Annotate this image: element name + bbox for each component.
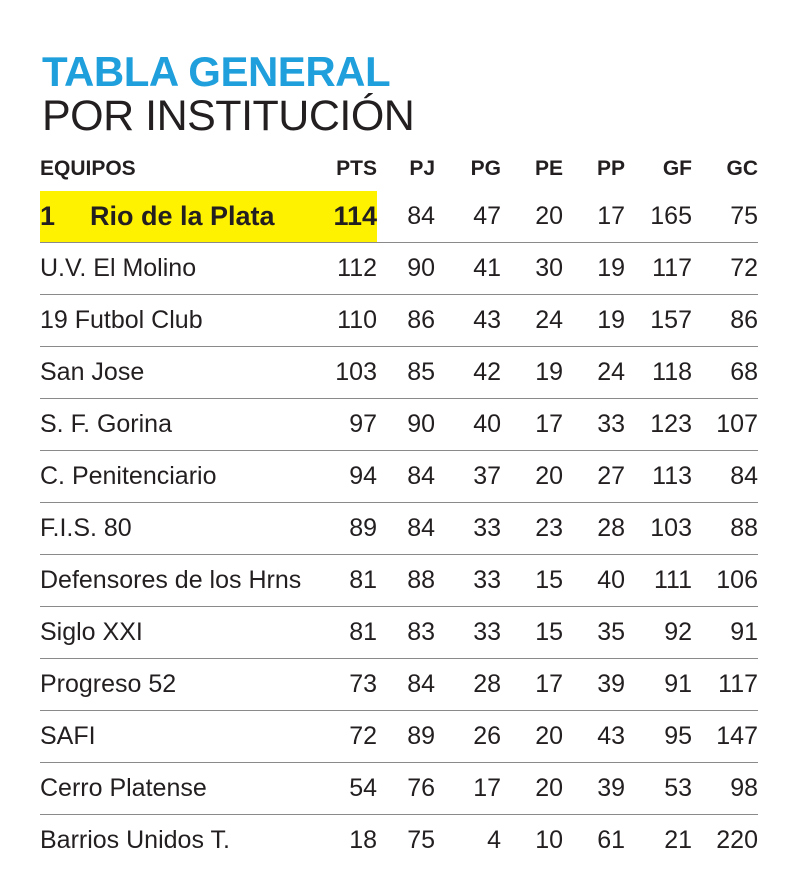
cell-pts: 81 [321,607,377,659]
cell-pg: 43 [435,295,501,347]
leader-pj: 84 [377,191,435,243]
table-row [40,815,758,867]
cell-pts: 89 [321,503,377,555]
cell-gf: 53 [625,763,692,815]
cell-pj: 75 [407,826,435,854]
cell-pp: 19 [563,243,625,295]
cell-gc: 106 [692,555,758,607]
leader-pts: 114 [321,191,377,243]
cell-gf: 103 [625,503,692,555]
cell-team: Progreso 52 [40,659,321,711]
cell-pj: 90 [377,243,435,295]
cell-gc: 86 [692,295,758,347]
header-pp: PP [596,156,625,180]
leader-gc: 75 [692,191,758,243]
cell-pg: 41 [435,243,501,295]
leader-rank: 1 [40,201,56,231]
cell-pj: 84 [377,659,435,711]
cell-pg: 33 [435,607,501,659]
cell-pp: 39 [563,763,625,815]
cell-pg: 40 [435,399,501,451]
cell-pe: 15 [501,555,563,607]
cell-pj: 76 [377,763,435,815]
cell-pe: 20 [501,763,563,815]
table-row [40,659,758,711]
cell-pp: 33 [563,399,625,451]
cell-pe: 15 [501,607,563,659]
standings-table [40,146,758,866]
cell-pg: 37 [435,451,501,503]
cell-gf: 118 [625,347,692,399]
cell-pe: 17 [501,399,563,451]
cell-gf: 123 [625,399,692,451]
table-title: TABLA GENERAL [42,48,391,95]
header-pe: PE [534,156,563,180]
cell-team: 19 Futbol Club [40,295,321,347]
cell-pts: 73 [321,659,377,711]
leader-pp: 17 [563,191,625,243]
cell-pj: 89 [377,711,435,763]
header-gf: GF [662,156,692,180]
cell-pg: 26 [435,711,501,763]
cell-team: Siglo XXI [40,607,321,659]
cell-pp: 19 [563,295,625,347]
cell-team: Barrios Unidos T. [40,826,230,854]
leader-pg: 47 [435,191,501,243]
cell-pts: 18 [349,826,377,854]
cell-pp: 28 [563,503,625,555]
cell-pg: 17 [435,763,501,815]
cell-gc: 220 [716,826,758,854]
cell-gc: 72 [692,243,758,295]
cell-gf: 111 [625,555,692,607]
cell-pj: 90 [377,399,435,451]
cell-pp: 40 [563,555,625,607]
leader-pe: 20 [501,191,563,243]
header-gc: GC [726,156,758,180]
cell-gf: 113 [625,451,692,503]
standings-body [40,191,758,866]
cell-pp: 43 [563,711,625,763]
cell-team: F.I.S. 80 [40,503,321,555]
leader-gf: 165 [625,191,692,243]
header-pg: PG [470,156,501,180]
cell-gc: 88 [692,503,758,555]
header-pts: PTS [336,156,377,180]
cell-pg: 4 [487,826,501,854]
cell-team: San Jose [40,347,321,399]
cell-pe: 19 [501,347,563,399]
table-row [40,503,758,555]
cell-pts: 94 [321,451,377,503]
cell-team: Cerro Platense [40,763,321,815]
cell-gf: 92 [625,607,692,659]
table-row [40,347,758,399]
cell-gc: 84 [692,451,758,503]
cell-pts: 81 [321,555,377,607]
cell-gf: 157 [625,295,692,347]
cell-pp: 27 [563,451,625,503]
cell-gc: 147 [692,711,758,763]
cell-gc: 107 [692,399,758,451]
cell-gf: 21 [664,826,692,854]
cell-pe: 30 [501,243,563,295]
cell-pj: 84 [377,503,435,555]
cell-gf: 91 [625,659,692,711]
cell-pp: 61 [597,826,625,854]
cell-pg: 28 [435,659,501,711]
cell-team: Defensores de los Hrns [40,555,321,607]
cell-pts: 54 [321,763,377,815]
cell-pe: 17 [501,659,563,711]
cell-pg: 33 [435,503,501,555]
cell-pj: 85 [377,347,435,399]
cell-pj: 86 [377,295,435,347]
cell-pj: 88 [377,555,435,607]
cell-gc: 117 [692,659,758,711]
cell-team: U.V. El Molino [40,243,321,295]
header-row [40,146,758,191]
cell-pg: 42 [435,347,501,399]
cell-pp: 35 [563,607,625,659]
cell-pg: 33 [435,555,501,607]
table-row [40,451,758,503]
leader-row [40,191,758,243]
cell-pe: 24 [501,295,563,347]
leader-team: Rio de la Plata [90,201,275,231]
cell-gf: 95 [625,711,692,763]
table-row [40,607,758,659]
cell-pts: 112 [321,243,377,295]
cell-pts: 103 [321,347,377,399]
cell-pe: 23 [501,503,563,555]
header-equipos: EQUIPOS [40,156,136,180]
header-pj: PJ [409,156,435,180]
cell-pe: 20 [501,451,563,503]
cell-pts: 97 [321,399,377,451]
table-subtitle: POR INSTITUCIÓN [42,92,415,140]
table-row [40,295,758,347]
table-row [40,243,758,295]
cell-pts: 72 [321,711,377,763]
cell-pts: 110 [321,295,377,347]
table-row [40,555,758,607]
cell-pj: 83 [377,607,435,659]
cell-gc: 68 [692,347,758,399]
cell-pj: 84 [377,451,435,503]
cell-team: SAFI [40,711,321,763]
cell-gc: 98 [692,763,758,815]
cell-pe: 20 [501,711,563,763]
cell-gf: 117 [625,243,692,295]
table-row [40,711,758,763]
cell-pp: 39 [563,659,625,711]
table-row [40,399,758,451]
table-row [40,763,758,815]
cell-pp: 24 [563,347,625,399]
cell-team: C. Penitenciario [40,451,321,503]
cell-team: S. F. Gorina [40,399,321,451]
cell-gc: 91 [692,607,758,659]
leader-team-cell [40,191,321,243]
cell-pe: 10 [535,826,563,854]
